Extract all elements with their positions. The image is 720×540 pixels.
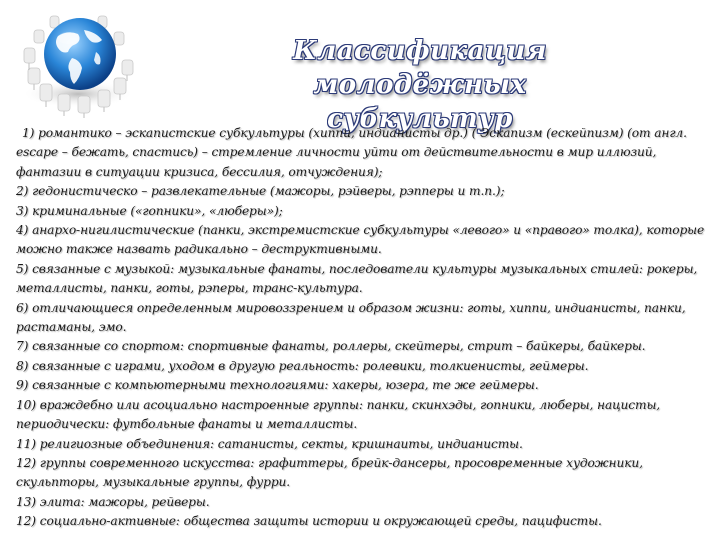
list-item-14: 12) социально-активные: общества защиты истории и окружающей среды, пацифисты.	[16, 514, 602, 529]
list-item-3: 3) криминальные («гопники», «люберы»);	[16, 203, 283, 218]
list-item-12: 12) группы современного искусства: графиттеры, брейк-дансеры, просовременные художники, скульпторы, музыкальные группы, фурри.	[16, 455, 643, 490]
list-item-13: 13) элита: мажоры, рейверы.	[16, 494, 210, 509]
classification-list	[16, 124, 710, 532]
list-item-11: 11) религиозные объединения: сатанисты, секты, кришнаиты, индианисты.	[16, 436, 523, 451]
list-item-9: 9) связанные с компьютерными технологиями: хакеры, юзера, те же геймеры.	[16, 378, 539, 393]
list-item-1: 1) романтико – эскапистские субкультуры (хиппи, индианисты др.) ( Эскапизм (ескейпизм) (от англ. escape – бежать, спастись) – стремление личности уйти от действительности в мир иллюзий, фантазии в ситуации кризиса, бессилия, отчуждения);	[16, 126, 687, 179]
list-item-2: 2) гедонистическо – развлекательные (мажоры, рэйверы, рэпперы и т.п.);	[16, 184, 505, 199]
list-item-4: 4) анархо-нигилистические (панки, экстремистские субкультуры «левого» и «правого» толка), которые можно также назвать радикально – деструктивными.	[16, 223, 705, 257]
list-item-6: 6) отличающиеся определенным мировоззрением и образом жизни: готы, хиппи, индианисты, панки, растаманы, эмо.	[16, 300, 686, 335]
list-item-8: 8) связанные с играми, уходом в другую реальность: ролевики, толкиенисты, геймеры.	[16, 358, 589, 373]
list-item-7: 7) связанные со спортом: спортивные фанаты, роллеры, скейтеры, стрит – байкеры, байкеры.	[16, 339, 646, 354]
title-line-2: субкультур	[327, 104, 513, 134]
globe-chairs-logo-icon	[14, 2, 142, 120]
page-title	[200, 34, 640, 136]
title-line-1: Классификация молодёжных	[293, 36, 547, 100]
list-item-10: 10) враждебно или асоциально настроенные группы: панки, скинхэды, гопники, люберы, нацисты, периодически: футбольные фанаты и металлисты.	[16, 397, 661, 432]
list-item-5: 5) связанные с музыкой: музыкальные фанаты, последователи культуры музыкальных стилей: рокеры, металлисты, панки, готы, рэперы, транс-культура.	[16, 261, 698, 296]
